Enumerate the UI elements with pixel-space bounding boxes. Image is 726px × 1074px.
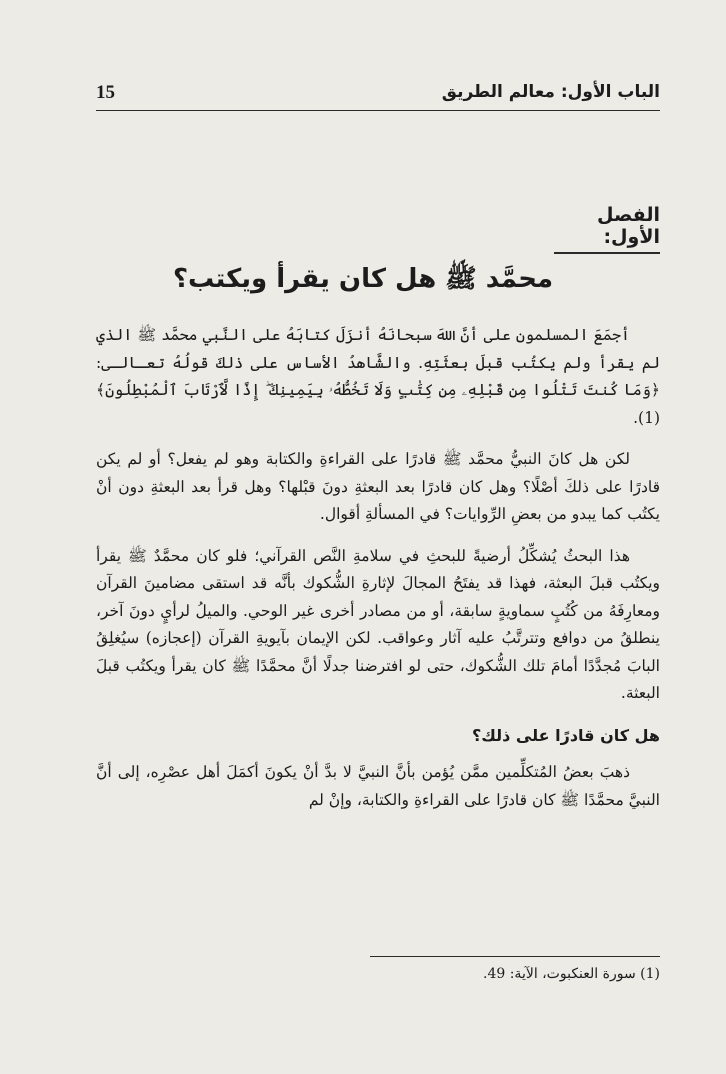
footnote-divider [370,956,660,957]
running-title: الباب الأول: معالم الطريق [441,82,660,102]
footnote: (1) سورة العنكبوت، الآية: 49. [482,966,660,982]
page-number: 15 [96,82,115,103]
paragraph: هذا البحثُ يُشكِّلُ أرضيةً للبحثِ في سلامةِ النَّص القرآني؛ فلو كان محمَّدٌ ﷺ يقرأ ويكتُب قبلَ البعثة، فهذا قد يفتَحُ المجالَ لإثارةِ الشُّكوك بأنَّه قد استقى مضامينَ القرآن ومعارِفَهُ من كُتُبٍ سماويةٍ سابقة، أو من مصادر أخرى غير الوحي. والميلُ لرأيٍ دونَ آخر، ينطلقُ من دوافع وتترتَّبُ عليه آثار وعواقب. لكن الإيمان بآيويةِ القرآن (إعجازه) سيُغلِقُ البابَ مُجدَّدًا أمامَ تلك الشُّكوك، حتى لو افترضنا جدلًا أنَّ محمَّدًا ﷺ كان يقرأ ويكتُب قبلَ البعثة. [96,546,660,702]
subheading: هل كان قادرًا على ذلك؟ [471,725,660,745]
body-text [96,322,660,828]
section-title: محمَّد ﷺ هل كان يقرأ ويكتب؟ [172,264,554,294]
running-header [96,82,660,111]
paragraph: ذهبَ بعضُ المُتكلِّمين ممَّن يُؤمن بأنَّ النبيَّ لا بدَّ أنْ يكونَ أكمَلَ أهل عصْرِه، إلى أنَّ النبيَّ محمَّدًا ﷺ كان قادرًا على القراءةِ والكتابة، وإنْ لم [96,763,660,809]
chapter-label: الفصل الأول: [554,204,660,254]
paragraph: لكن هل كانَ النبيُّ محمَّد ﷺ قادرًا على القراءةِ والكتابة وهو لم يفعل؟ أو لم يكن قادرًا على ذلكَ أصْلًا؟ وهل كان قادرًا بعد البعثةِ دونَ قبْلها؟ وهل قرأ بعد البعثةِ دون أنْ يكتُب كما يبدو من بعضِ الرِّوايات؟ في المسألةِ أقوال. [96,450,660,523]
paragraph: أجمَعَ المسلمون على أنَّ اللهَ سبحانَهُ أنزَلَ كتابَهُ على النَّبي محمَّد ﷺ الذي لم يقرأ ولم يكتُب قبلَ بعثَتِهِ. والشَّاهدُ الأساس على ذلكَ قولُهُ تعـالـى: ﴿وَمَا كُنتَ تَتْلُوا مِن قَبْلِهِۦ مِن كِتَٰبٍ وَلَا تَخُطُّهُۥ بِيَمِينِكَ ۖ إِذًا لَّٱرْتَابَ ٱلْمُبْطِلُونَ﴾(1). [96,326,660,427]
